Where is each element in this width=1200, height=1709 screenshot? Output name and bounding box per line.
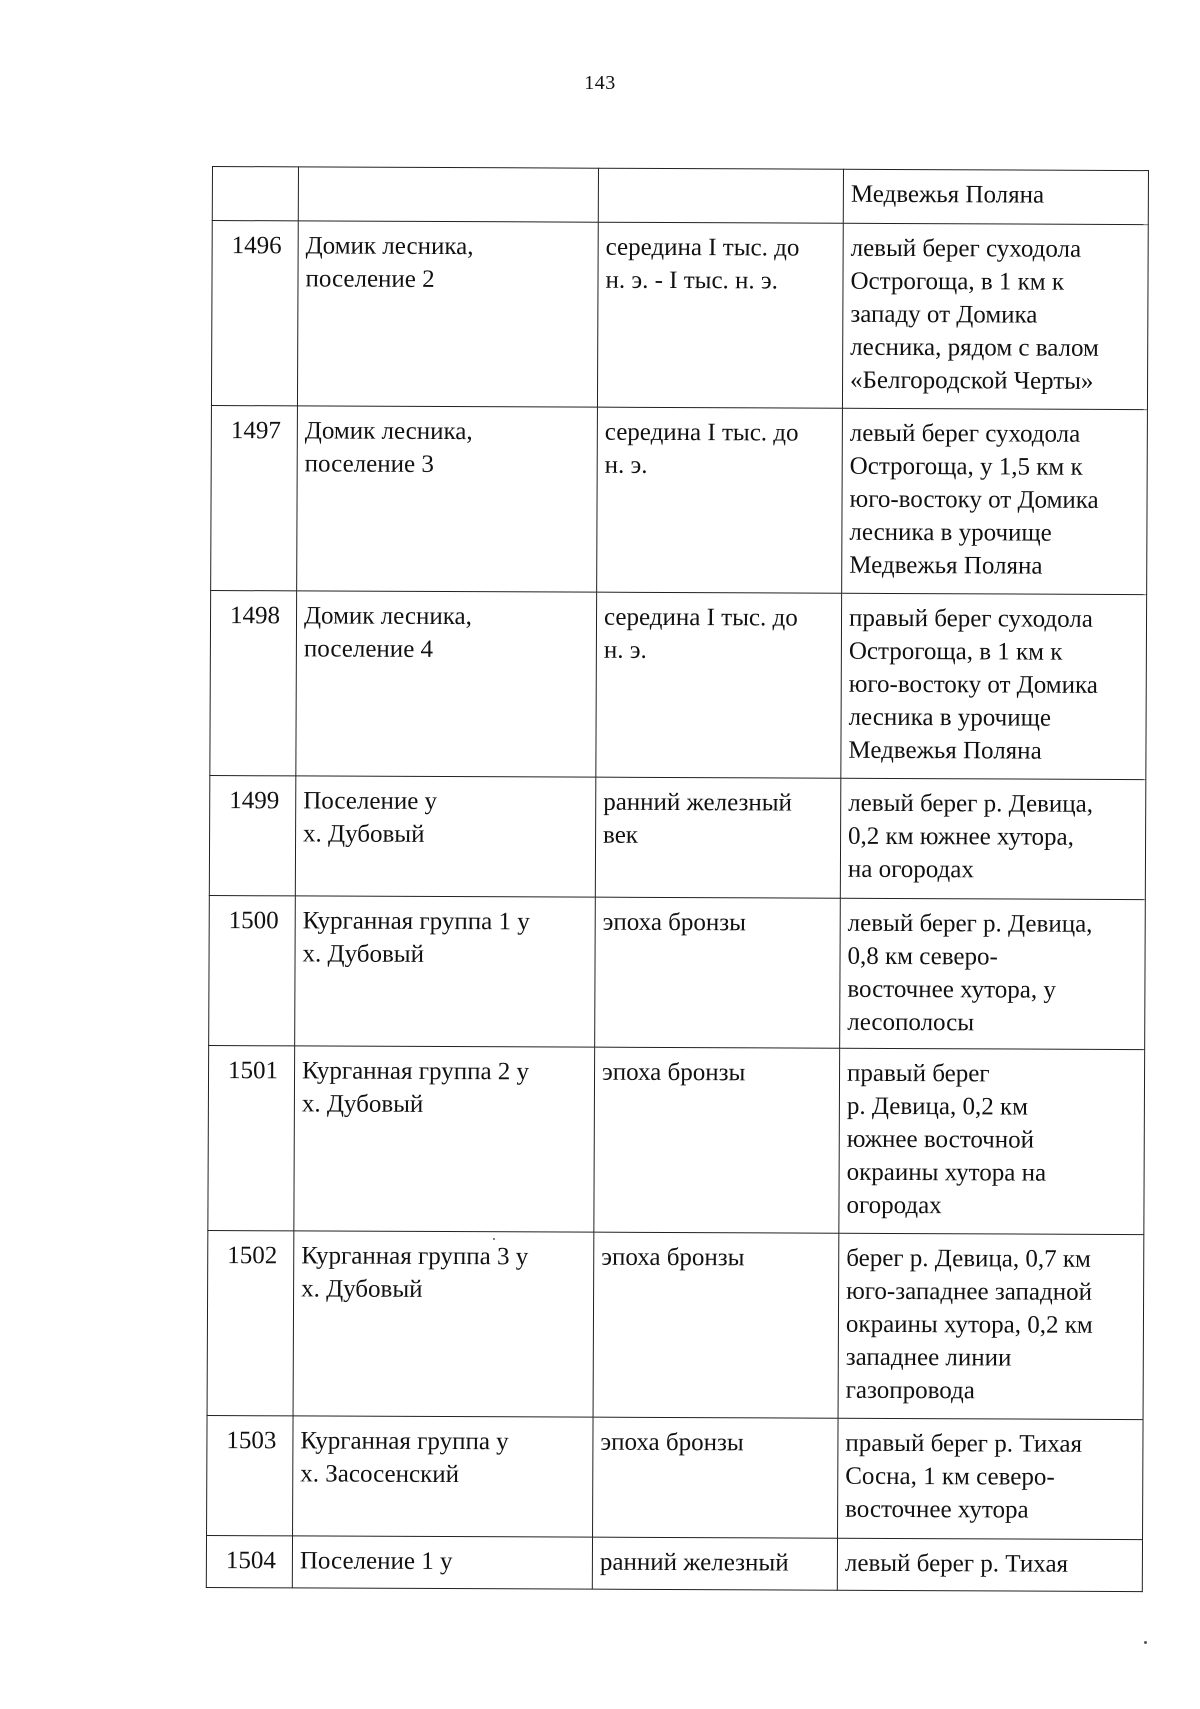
cell-number: 1504 (206, 1535, 292, 1587)
cell-location: берег р. Девица, 0,7 км юго-западнее западной окраины хутора, 0,2 км западнее линии газопровода (838, 1233, 1144, 1419)
cell-date: эпоха бронзы (595, 897, 841, 1048)
cell-name: Домик лесника, поселение 4 (296, 591, 597, 777)
register-table (206, 166, 1149, 1592)
cell-date: середина I тыс. до н. э. (596, 592, 842, 778)
cell-date: эпоха бронзы (594, 1047, 840, 1233)
table-row-continuation (212, 167, 1148, 225)
cell-number: 1498 (210, 590, 297, 775)
cell-name: Домик лесника, поселение 2 (297, 221, 598, 407)
table-row (211, 405, 1148, 594)
cell-date (598, 168, 843, 223)
cell-name: Курганная группа 1 у х. Дубовый (295, 896, 596, 1047)
cell-location: правый берег р. Девица, 0,2 км южнее восточной окраины хутора на огородах (839, 1048, 1145, 1234)
cell-location: левый берег р. Тихая (837, 1538, 1142, 1591)
heritage-register-table (206, 166, 1148, 1592)
cell-date: середина I тыс. до н. э. - I тыс. н. э. (597, 222, 843, 408)
cell-date: ранний железный (592, 1537, 837, 1590)
cell-name: Поселение 1 у (292, 1536, 592, 1589)
cell-name: Курганная группа у х. Засосенский (293, 1416, 594, 1537)
cell-number: 1499 (209, 775, 296, 895)
table-row (207, 1415, 1144, 1539)
table-row (208, 1045, 1145, 1234)
cell-date: середина I тыс. до н. э. (597, 407, 843, 593)
cell-number: 1496 (211, 221, 298, 406)
cell-location: левый берег р. Девица, 0,2 км южнее хутора, на огородах (840, 778, 1146, 899)
scan-speck (1144, 1641, 1147, 1644)
cell-number: 1497 (211, 405, 298, 590)
table-row (209, 895, 1146, 1049)
table-row (206, 1535, 1142, 1591)
cell-location: Медвежья Поляна (843, 169, 1148, 224)
cell-number (212, 167, 298, 221)
cell-number: 1502 (207, 1230, 294, 1415)
table-row (211, 221, 1148, 410)
cell-name: Курганная группа 3 у х. Дубовый (293, 1231, 594, 1417)
page-number: 143 (584, 72, 616, 94)
scan-speck (493, 1238, 495, 1240)
cell-date: эпоха бронзы (593, 1417, 839, 1538)
cell-name: Домик лесника, поселение 3 (297, 406, 598, 592)
cell-location: левый берег суходола Острогоща, в 1 км к западу от Домика лесника, рядом с валом «Белгородской Черты» (842, 223, 1148, 409)
table-row (207, 1230, 1144, 1419)
cell-name: Курганная группа 2 у х. Дубовый (294, 1046, 595, 1232)
cell-location: левый берег суходола Острогоща, у 1,5 км к юго-востоку от Домика лесника в урочище Медвежья Поляна (842, 408, 1148, 594)
register-body (206, 167, 1148, 1592)
cell-location: правый берег р. Тихая Сосна, 1 км северо- восточнее хутора (838, 1418, 1144, 1539)
cell-name (298, 167, 598, 222)
cell-number: 1503 (207, 1415, 294, 1535)
cell-name: Поселение у х. Дубовый (295, 776, 596, 897)
cell-date: эпоха бронзы (593, 1232, 839, 1418)
table-row (209, 775, 1146, 899)
table-row (210, 590, 1147, 779)
cell-location: левый берег р. Девица, 0,8 км северо- восточнее хутора, у лесополосы (840, 898, 1146, 1049)
cell-number: 1500 (209, 895, 296, 1045)
cell-location: правый берег суходола Острогоща, в 1 км к юго-востоку от Домика лесника в урочище Медвежья Поляна (841, 593, 1147, 779)
cell-number: 1501 (208, 1045, 295, 1230)
cell-date: ранний железный век (595, 777, 841, 898)
